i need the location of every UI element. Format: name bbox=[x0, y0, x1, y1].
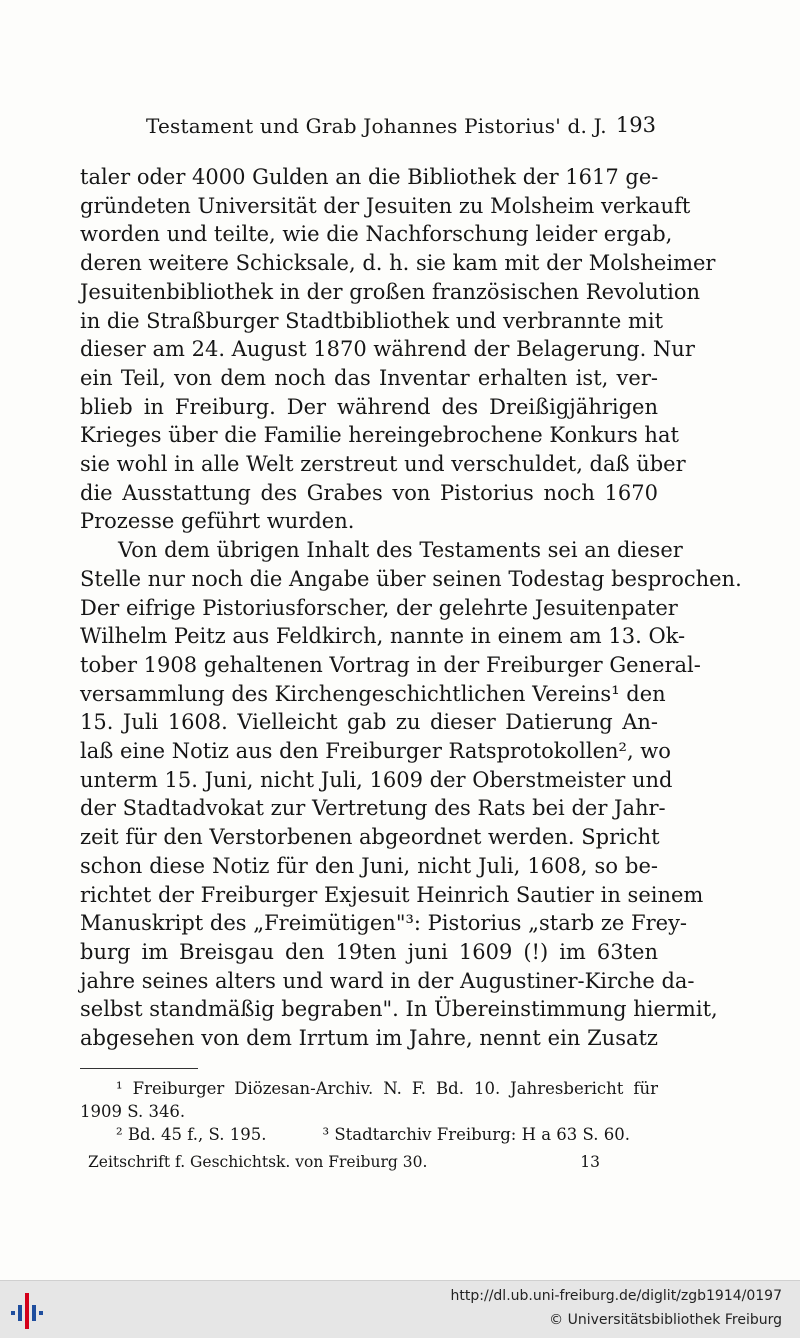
footer-bar bbox=[0, 1280, 800, 1338]
footnote-1: ¹ Freiburger Diözesan-Archiv. N. F. Bd. 10. Jahresbericht für bbox=[116, 1079, 658, 1098]
text-line: unterm 15. Juni, nicht Juli, 1609 der Oberstmeister und bbox=[80, 767, 673, 792]
footnote-divider bbox=[80, 1068, 198, 1069]
text-line: Prozesse geführt wurden. bbox=[80, 509, 355, 534]
text-line: ein Teil, von dem noch das Inventar erhalten ist, ver- bbox=[80, 365, 658, 390]
text-line: deren weitere Schicksale, d. h. sie kam mit der Molsheimer bbox=[80, 251, 716, 276]
page-number: 193 bbox=[615, 113, 656, 137]
signature-number: 13 bbox=[580, 1153, 600, 1171]
text-line: worden und teilte, wie die Nachforschung leider ergab, bbox=[80, 222, 673, 247]
signature-line bbox=[88, 1153, 600, 1171]
text-line: burg im Breisgau den 19ten juni 1609 (!) im 63ten bbox=[80, 939, 658, 964]
running-head bbox=[80, 110, 660, 146]
text-line: tober 1908 gehaltenen Vortrag in der Freiburger General- bbox=[80, 652, 701, 677]
text-line: zeit für den Verstorbenen abgeordnet werden. Spricht bbox=[80, 825, 660, 850]
footnote-3: ³ Stadtarchiv Freiburg: H a 63 S. 60. bbox=[322, 1125, 630, 1144]
text-line: Krieges über die Familie hereingebrochene Konkurs hat bbox=[80, 423, 679, 448]
signature-text: Zeitschrift f. Geschichtsk. von Freiburg 30. bbox=[88, 1153, 428, 1171]
footnotes bbox=[80, 1077, 658, 1146]
text-line: Jesuitenbibliothek in der großen französischen Revolution bbox=[80, 279, 701, 304]
text-line: richtet der Freiburger Exjesuit Heinrich Sautier in seinem bbox=[80, 882, 704, 907]
body-text bbox=[80, 163, 742, 1053]
text-line: taler oder 4000 Gulden an die Bibliothek der 1617 ge- bbox=[80, 165, 659, 189]
text-line: schon diese Notiz für den Juni, nicht Juli, 1608, so be- bbox=[80, 853, 658, 878]
footnote-1-continued: 1909 S. 346. bbox=[80, 1102, 186, 1121]
text-line: sie wohl in alle Welt zerstreut und verschuldet, daß über bbox=[80, 452, 686, 477]
permalink-link[interactable]: http://dl.ub.uni-freiburg.de/diglit/zgb1914/0197 bbox=[450, 1288, 782, 1304]
text-line: in die Straßburger Stadtbibliothek und verbrannte mit bbox=[80, 308, 664, 333]
text-line: dieser am 24. August 1870 während der Belagerung. Nur bbox=[80, 337, 695, 362]
footnote-2: ² Bd. 45 f., S. 195. bbox=[116, 1125, 267, 1144]
text-line: Von dem übrigen Inhalt des Testaments sei an dieser bbox=[118, 538, 683, 563]
text-line: Der eifrige Pistoriusforscher, der gelehrte Jesuitenpater bbox=[80, 595, 678, 620]
footnote-row bbox=[80, 1123, 658, 1146]
text-line: der Stadtadvokat zur Vertretung des Rats bei der Jahr- bbox=[80, 796, 666, 821]
text-line: gründeten Universität der Jesuiten zu Molsheim verkauft bbox=[80, 193, 691, 218]
text-line: laß eine Notiz aus den Freiburger Ratsprotokollen², wo bbox=[80, 739, 671, 764]
text-line: Wilhelm Peitz aus Feldkirch, nannte in einem am 13. Ok- bbox=[80, 624, 686, 649]
text-line: 15. Juli 1608. Vielleicht gab zu dieser Datierung An- bbox=[80, 710, 658, 735]
running-title: Testament und Grab Johannes Pistorius' d. J. bbox=[146, 114, 607, 138]
text-line: jahre seines alters und ward in der Augustiner-Kirche da- bbox=[80, 968, 695, 993]
text-line: versammlung des Kirchengeschichtlichen Vereins¹ den bbox=[80, 681, 666, 706]
text-line: Stelle nur noch die Angabe über seinen Todestag besprochen. bbox=[80, 566, 742, 591]
copyright-text: © Universitätsbibliothek Freiburg bbox=[549, 1312, 782, 1328]
library-logo-icon bbox=[10, 1291, 44, 1331]
text-line: abgesehen von dem Irrtum im Jahre, nennt ein Zusatz bbox=[80, 1026, 658, 1051]
text-line: blieb in Freiburg. Der während des Dreißigjährigen bbox=[80, 394, 658, 419]
text-line: die Ausstattung des Grabes von Pistorius noch 1670 bbox=[80, 480, 658, 505]
text-line: selbst standmäßig begraben". In Übereinstimmung hiermit, bbox=[80, 997, 718, 1022]
text-line: Manuskript des „Freimütigen"³: Pistorius „starb ze Frey- bbox=[80, 911, 688, 936]
